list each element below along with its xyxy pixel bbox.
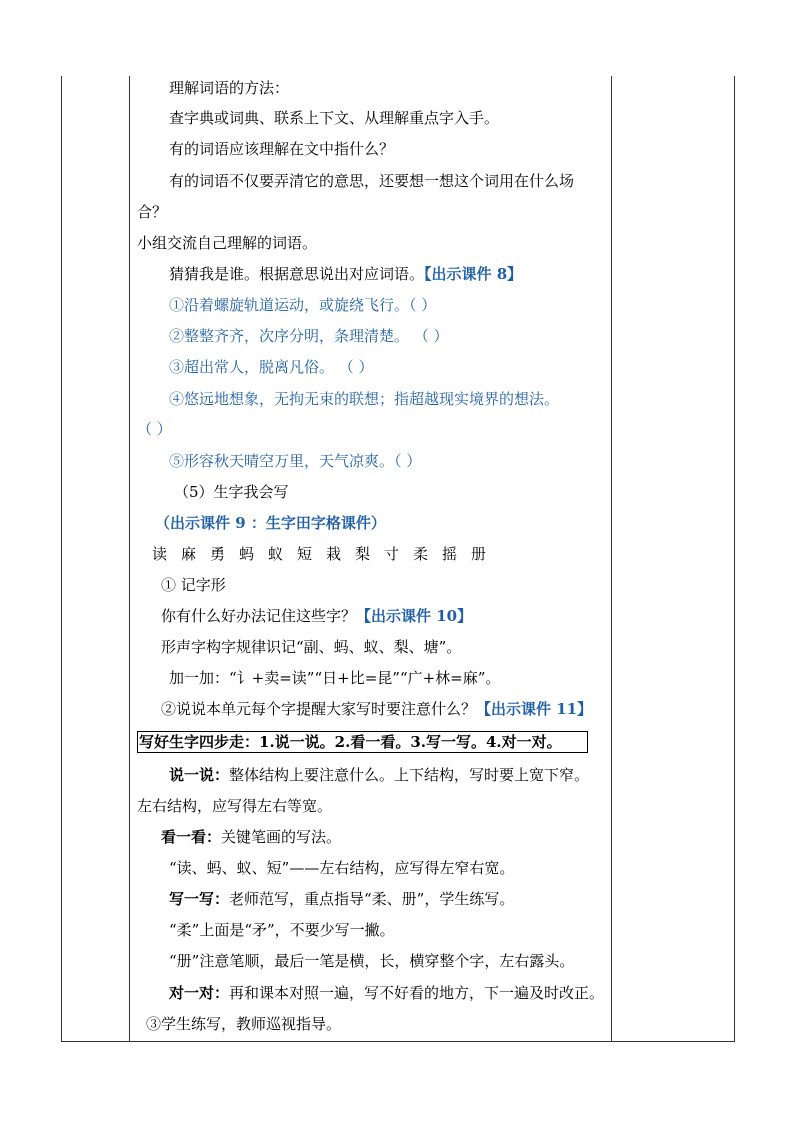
quiz-item: ②整整齐齐，次序分明，条理清楚。 （ ） [169, 327, 449, 345]
table-line-left [61, 76, 62, 1042]
courseware-ref: 【出示课件 10】 [356, 607, 473, 625]
text-line: ③学生练写，教师巡视指导。 [146, 1015, 342, 1033]
new-characters: 读麻勇蚂蚁短栽梨寸柔摇册 [152, 545, 501, 563]
quiz-item: ①沿着螺旋轨道运动，或旋绕飞行。（ ） [169, 296, 437, 314]
courseware-ref: （出示课件 9 ：生字田字格课件） [155, 514, 386, 532]
table-line-col2 [129, 76, 130, 1042]
step-label: 写一写： [169, 890, 230, 908]
text-run: 整体结构上要注意什么。上下结构，写时要上宽下窄。 [229, 766, 590, 784]
quiz-item: ④悠远地想象，无拘无束的联想；指超越现实境界的想法。 [169, 390, 560, 408]
text-line: “册”注意笔顺，最后一笔是横，长，横穿整个字，左右露头。 [169, 952, 575, 970]
text-line: 有的词语应该理解在文中指什么？ [169, 140, 395, 158]
text-line [161, 827, 341, 847]
text-line: 加一加：“讠+卖=读”“日+比=昆”“广+林=麻”。 [169, 669, 501, 687]
four-steps-box: 写好生字四步走：1.说一说。2.看一看。3.写一写。4.对一对。 [137, 731, 588, 753]
text-line: 有的词语不仅要弄清它的意思，还要想一想这个词用在什么场 [169, 172, 575, 190]
text-line: 查字典或词典、联系上下文、从理解重点字入手。 [169, 109, 500, 127]
courseware-ref: 【出示课件 11】 [476, 700, 593, 718]
courseware-ref: 【出示课件 8】 [424, 265, 523, 283]
text-line: 左右结构，应写得左右等宽。 [137, 797, 333, 815]
text-line [169, 983, 604, 1003]
text-line [169, 264, 522, 284]
section-heading: （5）生字我会写 [174, 483, 289, 501]
table-line-bottom [61, 1041, 735, 1042]
quiz-item: ③超出常人，脱离凡俗。 （ ） [169, 358, 374, 376]
table-line-col3 [611, 76, 612, 1042]
step-label: 对一对： [169, 984, 230, 1002]
text-line: 小组交流自己理解的词语。 [137, 234, 318, 252]
text-run: 老师范写，重点指导“柔、册”，学生练写。 [229, 890, 515, 908]
text-line [169, 889, 514, 909]
text-run: 再和课本对照一遍，写不好看的地方，下一遍及时改正。 [229, 984, 605, 1002]
text-line [161, 699, 592, 719]
text-line: “柔”上面是“矛”，不要少写一撇。 [169, 921, 395, 939]
step-label: 看一看： [161, 828, 222, 846]
quiz-item: （ ） [137, 420, 172, 438]
text-line: 合？ [137, 203, 168, 221]
text-run: 你有什么好办法记住这些字？ [161, 607, 357, 625]
text-line: 理解词语的方法： [169, 79, 290, 97]
quiz-item: ⑤形容秋天晴空万里，天气凉爽。（ ） [169, 452, 422, 470]
table-line-right [734, 76, 735, 1042]
text-line: ① 记字形 [161, 576, 226, 594]
text-line: “读、蚂、蚁、短”——左右结构，应写得左窄右宽。 [169, 859, 515, 877]
text-line [169, 765, 589, 785]
text-run: 猜猜我是谁。根据意思说出对应词语。 [169, 265, 425, 283]
text-run: ②说说本单元每个字提醒大家写时要注意什么？ [161, 700, 477, 718]
text-line: 形声字构字规律识记“副、蚂、蚁、梨、塘”。 [161, 638, 462, 656]
text-run: 关键笔画的写法。 [221, 828, 342, 846]
text-line [161, 606, 472, 626]
step-label: 说一说： [169, 766, 230, 784]
